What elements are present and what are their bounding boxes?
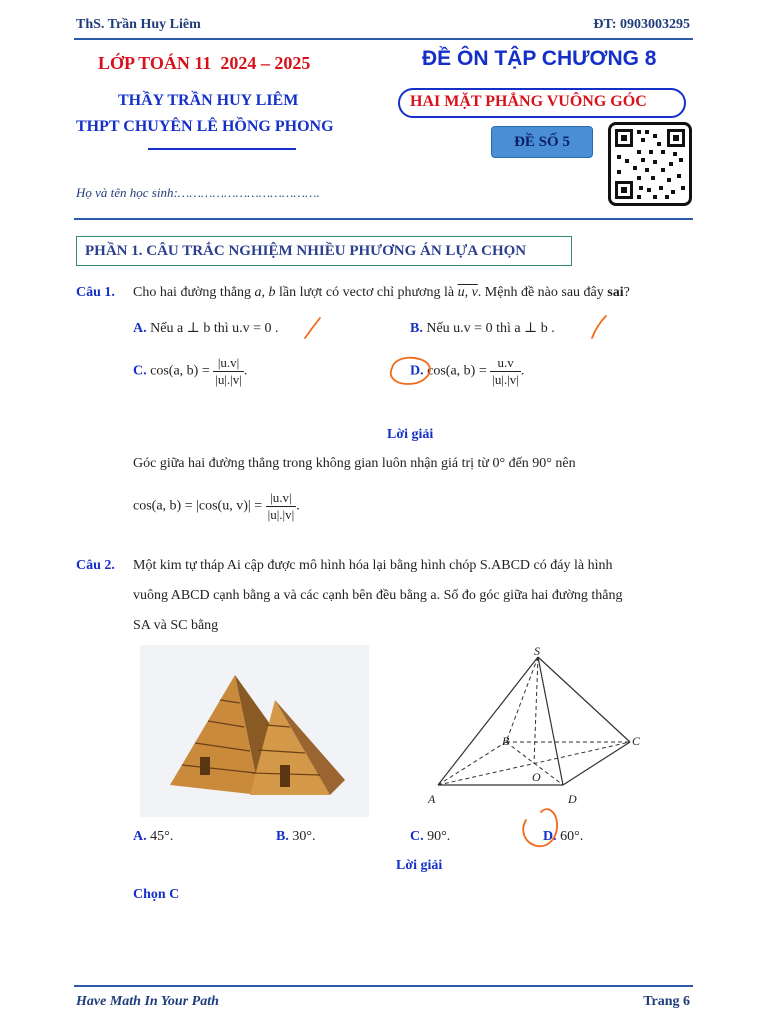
q2-option-d: D. 60°. [543, 829, 584, 844]
check-mark-b [592, 316, 606, 338]
q2-label: Câu 2. [76, 558, 115, 573]
q1-label: Câu 1. [76, 285, 115, 300]
q2-line-2: vuông ABCD cạnh bằng a và các cạnh bên đều bằng a. Số đo góc giữa hai đường thẳng [133, 588, 623, 603]
q2-option-a: A. 45°. [133, 829, 174, 844]
diagram-label-d: D [568, 792, 577, 806]
diagram-label-o: O [532, 770, 541, 784]
class-title: LỚP TOÁN 11 2024 – 2025 [98, 53, 311, 73]
diagram-label-b: B [502, 734, 510, 748]
teacher-name: THẦY TRẦN HUY LIÊM [118, 92, 299, 109]
student-name-label: Họ và tên học sinh:………………………………. [76, 185, 320, 200]
section-title: PHẦN 1. CÂU TRẮC NGHIỆM NHIỀU PHƯƠNG ÁN LỰA CHỌN [85, 243, 527, 259]
footer-page-number: Trang 6 [643, 994, 690, 1009]
pyramid-diagram [418, 645, 658, 815]
q2-option-b: B. 30°. [276, 829, 316, 844]
q1-option-c: C. cos(a, b) = $\frac{|u.v|}{|u|.|v|}$ . [133, 355, 248, 387]
diagram-label-a: A [428, 792, 436, 806]
q1-d-fraction: $\frac{u.v}{|u|.|v|}$ [492, 355, 519, 387]
exam-title: ĐỀ ÔN TẬP CHƯƠNG 8 [422, 47, 657, 70]
pyramid-illustration [140, 645, 369, 817]
footer-rule [74, 985, 693, 987]
q1-option-a: A. Nếu a ⊥ b thì u.v = 0 . [133, 321, 279, 336]
diagram-label-c: C [632, 734, 641, 748]
q1-solution-text: Góc giữa hai đường thẳng trong không gian luôn nhận giá trị từ 0° đến 90° nên [133, 456, 576, 471]
diagram-label-s: S [534, 645, 540, 658]
exam-number: ĐỀ SỐ 5 [514, 134, 570, 150]
q1-solution-title: Lời giải [387, 427, 434, 442]
header-author: ThS. Trần Huy Liêm [76, 17, 201, 32]
q2-solution-title: Lời giải [396, 858, 443, 873]
exam-subtitle: HAI MẶT PHẲNG VUÔNG GÓC [410, 93, 647, 110]
school-underline [148, 148, 296, 150]
q2-line-3: SA và SC bằng [133, 618, 219, 633]
header-phone: ĐT: 0903003295 [593, 17, 690, 32]
section-title-box [76, 236, 572, 266]
q1-text: Cho hai đường thẳng a, b lần lượt có vectơ chỉ phương là u, v. Mệnh đề nào sau đây sai? [133, 285, 630, 300]
q1-option-b: B. Nếu u.v = 0 thì a ⊥ b . [410, 321, 555, 336]
check-mark-a [305, 318, 320, 338]
q1-option-d: D. cos(a, b) = $\frac{u.v}{|u|.|v|}$ . [410, 355, 525, 387]
footer-motto: Have Math In Your Path [76, 994, 219, 1009]
qr-code [608, 122, 692, 206]
banner-rule [74, 218, 693, 220]
q2-option-c: C. 90°. [410, 829, 451, 844]
q1-solution-fraction: $\frac{|u.v|}{|u|.|v|}$ [267, 490, 295, 522]
exam-number-badge [491, 126, 593, 158]
q2-line-1: Một kim tự tháp Ai cập được mô hình hóa lại bằng hình chóp S.ABCD có đáy là hình [133, 558, 613, 573]
header-rule [74, 38, 693, 40]
q1-c-fraction: $\frac{|u.v|}{|u|.|v|}$ [215, 355, 242, 387]
q2-answer: Chọn C [133, 887, 180, 902]
school-name: THPT CHUYÊN LÊ HỒNG PHONG [76, 118, 334, 135]
q1-solution-formula: cos(a, b) = |cos(u, v)| = $\frac{|u.v|}{|u|.|v|}$ . [133, 490, 300, 522]
